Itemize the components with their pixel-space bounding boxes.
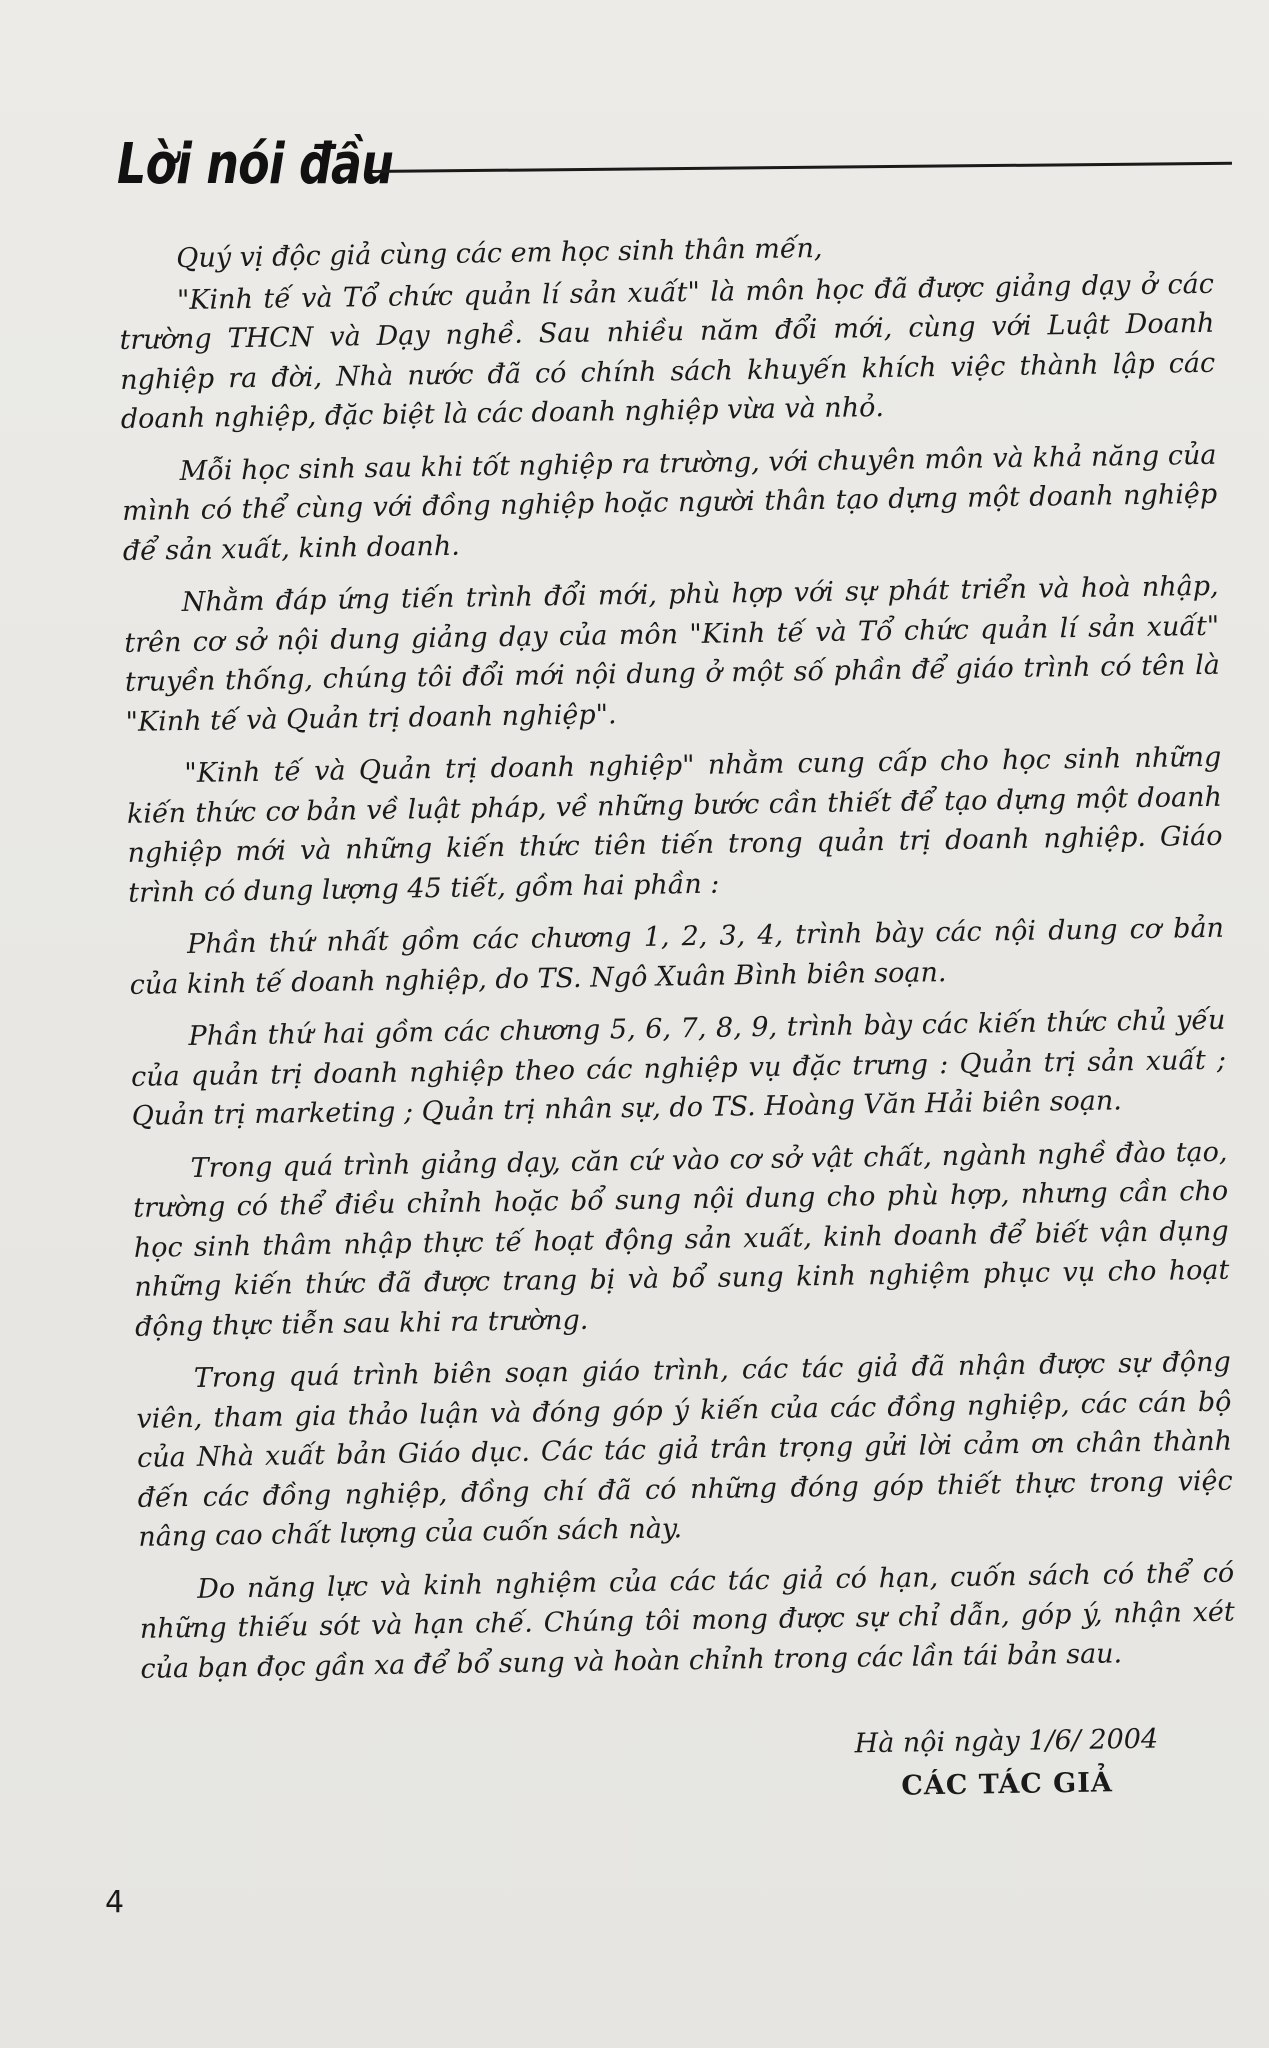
heading-rule xyxy=(372,162,1232,173)
signature-block xyxy=(855,1720,1160,1811)
page-number: 4 xyxy=(105,1885,125,1920)
paragraph-students: Mỗi học sinh sau khi tốt nghiệp ra trường, với chuyên môn và khả năng của mình có thể cùng với đồng nghiệp hoặc người thân tạo dựng một doanh nghiệp để sản xuất, kinh doanh. xyxy=(122,439,1218,567)
page-title: Lời nói đầu xyxy=(117,132,394,197)
salutation: Quý vị độc giả cùng các em học sinh thân mến, xyxy=(176,232,823,275)
signature-authors: CÁC TÁC GIẢ xyxy=(901,1767,1114,1802)
paragraph-closing: Do năng lực và kinh nghiệm của các tác giả có hạn, cuốn sách có thể có những thiếu sót và hạn chế. Chúng tôi mong được sự chỉ dẫn, góp ý, nhận xét của bạn đọc gần xa để bổ sung và hoàn chỉnh trong các lần tái bản sau. xyxy=(139,1557,1235,1685)
paragraph-part-one: Phần thứ nhất gồm các chương 1, 2, 3, 4, trình bày các nội dung cơ bản của kinh tế doanh nghiệp, do TS. Ngô Xuân Bình biên soạn. xyxy=(129,912,1225,1001)
paragraph-renewal: Nhằm đáp ứng tiến trình đổi mới, phù hợp với sự phát triển và hoà nhập, trên cơ sở nội dung giảng dạy của môn "Kinh tế và Tổ chức quản lí sản xuất" truyền thống, chúng tôi đổi mới nội dung ở một số phần để giáo trình có tên là "Kinh tế và Quản trị doanh nghiệp". xyxy=(124,570,1221,738)
paragraph-course-content: "Kinh tế và Quản trị doanh nghiệp" nhằm cung cấp cho học sinh những kiến thức cơ bản về luật pháp, về những bước cần thiết để tạo dựng một doanh nghiệp mới và những kiến thức tiên tiến trong quản trị doanh nghiệp. Giáo trình có dung lượng 45 tiết, gồm hai phần : xyxy=(126,741,1223,909)
paragraph-course-history: "Kinh tế và Tổ chức quản lí sản xuất" là môn học đã được giảng dạy ở các trường THCN và Dạy nghề. Sau nhiều năm đổi mới, cùng với Luật Doanh nghiệp ra đời, Nhà nước đã có chính sách khuyến khích việc thành lập các doanh nghiệp, đặc biệt là các doanh nghiệp vừa và nhỏ. xyxy=(119,268,1216,435)
paragraph-teaching: Trong quá trình giảng dạy, căn cứ vào cơ sở vật chất, ngành nghề đào tạo, trường có thể điều chỉnh hoặc bổ sung nội dung cho phù hợp, nhưng cần cho học sinh thâm nhập thực tế hoạt động sản xuất, kinh doanh để biết vận dụng những kiến thức đã được trang bị và bổ sung kinh nghiệm phục vụ cho hoạt động thực tiễn sau khi ra trường. xyxy=(132,1136,1230,1343)
heading-row xyxy=(117,130,1217,210)
paragraph-part-two: Phần thứ hai gồm các chương 5, 6, 7, 8, 9, trình bày các kiến thức chủ yếu của quản trị doanh nghiệp theo các nghiệp vụ đặc trưng : Quản trị sản xuất ; Quản trị marketing ; Quản trị nhân sự, do TS. Hoàng Văn Hải biên soạn. xyxy=(130,1004,1227,1132)
signature-date: Hà nội ngày 1/6/ 2004 xyxy=(854,1723,1159,1760)
preface-body xyxy=(118,223,1236,1702)
paragraph-acknowledgements: Trong quá trình biên soạn giáo trình, các tác giả đã nhận được sự động viên, tham gia thảo luận và đóng góp ý kiến của các đồng nghiệp, các cán bộ của Nhà xuất bản Giáo dục. Các tác giả trân trọng gửi lời cảm ơn chân thành đến các đồng nghiệp, đồng chí đã có những đóng góp thiết thực trong việc nâng cao chất lượng của cuốn sách này. xyxy=(136,1346,1233,1553)
